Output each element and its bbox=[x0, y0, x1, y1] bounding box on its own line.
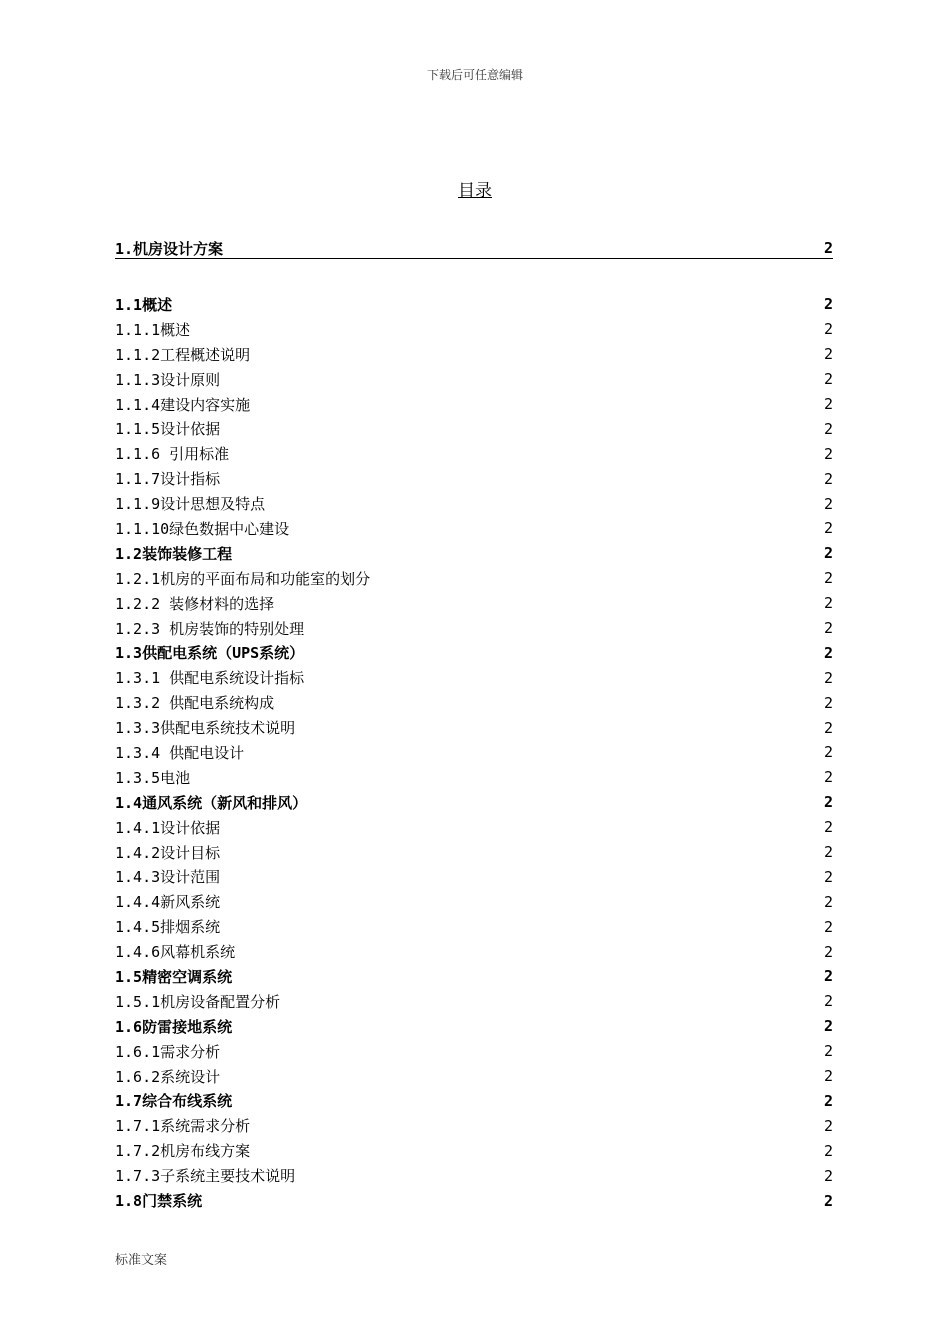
toc-entry-title: 1.1.9设计思想及特点 bbox=[115, 495, 266, 514]
toc-entry-page: 2 bbox=[823, 419, 833, 438]
toc-entry-page: 2 bbox=[823, 668, 833, 687]
toc-entry-page: 2 bbox=[823, 1042, 833, 1061]
toc-entry-page: 2 bbox=[823, 519, 833, 538]
toc-entry[interactable] bbox=[115, 292, 833, 317]
toc-entry-page: 2 bbox=[823, 768, 833, 787]
toc-entry[interactable] bbox=[115, 392, 833, 417]
toc-entry-title: 1.1.10绿色数据中心建设 bbox=[115, 519, 290, 538]
toc-entry-page: 2 bbox=[823, 320, 833, 339]
toc-entry-title: 1.5精密空调系统 bbox=[115, 967, 233, 986]
toc-entry-title: 1.7.3子系统主要技术说明 bbox=[115, 1167, 296, 1186]
toc-entry-title: 1.1概述 bbox=[115, 295, 173, 314]
toc-entry[interactable] bbox=[115, 441, 833, 466]
toc-entry-title: 1.3.1 供配电系统设计指标 bbox=[115, 669, 305, 688]
toc-entry-page: 2 bbox=[823, 743, 833, 762]
toc-entry-page: 2 bbox=[823, 295, 833, 314]
footer-note: 标准文案 bbox=[115, 1253, 168, 1268]
toc-entry-title: 1.4通风系统（新风和排风） bbox=[115, 793, 308, 812]
toc-entry-title: 1.3.3供配电系统技术说明 bbox=[115, 719, 296, 738]
toc-entry[interactable] bbox=[115, 665, 833, 690]
toc-entry[interactable] bbox=[115, 1138, 833, 1163]
toc-entry-page: 2 bbox=[823, 1116, 833, 1135]
toc-entry-title: 1.4.4新风系统 bbox=[115, 893, 221, 912]
toc-entry-page: 2 bbox=[823, 395, 833, 413]
toc-entry-title: 1.6防雷接地系统 bbox=[115, 1017, 233, 1036]
toc-entry-page: 2 bbox=[823, 867, 833, 886]
toc-entry-page: 2 bbox=[823, 345, 833, 364]
toc-entry-title: 1.7.1系统需求分析 bbox=[115, 1117, 251, 1136]
toc-entry-page: 2 bbox=[823, 370, 833, 389]
toc-entry-title: 1.4.1设计依据 bbox=[115, 818, 221, 837]
toc-entry-title: 1.1.5设计依据 bbox=[115, 420, 221, 439]
toc-entry[interactable] bbox=[115, 640, 833, 665]
toc-entry-title: 1.3供配电系统（UPS系统） bbox=[115, 644, 305, 663]
toc-entry-title: 1.4.5排烟系统 bbox=[115, 918, 221, 937]
toc-entry-title: 1.8门禁系统 bbox=[115, 1192, 203, 1210]
toc-entry-page: 2 bbox=[823, 1091, 833, 1110]
toc-entry-page: 2 bbox=[823, 643, 833, 662]
toc-entry[interactable] bbox=[115, 1089, 833, 1114]
toc-entry[interactable] bbox=[115, 864, 833, 889]
toc-entry[interactable] bbox=[115, 715, 833, 740]
toc-entry-page: 2 bbox=[823, 693, 833, 712]
toc-entry-title: 1.4.6风幕机系统 bbox=[115, 943, 236, 962]
toc-entry-title: 1.1.7设计指标 bbox=[115, 470, 221, 489]
toc-entry-page: 2 bbox=[823, 1017, 833, 1036]
toc-entry[interactable] bbox=[115, 964, 833, 989]
toc-entry-page: 2 bbox=[823, 818, 833, 837]
toc-entry-title: 1.1.6 引用标准 bbox=[115, 445, 230, 464]
toc-entry-page: 2 bbox=[823, 843, 833, 862]
toc-entry-page: 2 bbox=[823, 967, 833, 986]
toc-entry-page: 2 bbox=[823, 619, 833, 638]
toc-entry-page: 2 bbox=[823, 1191, 833, 1210]
toc-entry[interactable] bbox=[115, 790, 833, 815]
toc-entry[interactable] bbox=[115, 317, 833, 342]
toc-entry[interactable] bbox=[115, 616, 833, 641]
toc-entry[interactable] bbox=[115, 1188, 833, 1213]
toc-entry-title: 1.3.5电池 bbox=[115, 768, 191, 787]
toc-entry[interactable] bbox=[115, 416, 833, 441]
toc-entry-title: 1.4.2设计目标 bbox=[115, 843, 221, 862]
toc-entry[interactable] bbox=[115, 1014, 833, 1039]
toc-entry-page: 2 bbox=[823, 444, 833, 463]
toc-entry[interactable] bbox=[115, 516, 833, 541]
toc-entry-page: 2 bbox=[823, 992, 833, 1011]
toc-entry[interactable] bbox=[115, 1113, 833, 1138]
toc-entry[interactable] bbox=[115, 840, 833, 865]
toc-entry-title: 1.3.4 供配电设计 bbox=[115, 743, 245, 762]
header-note: 下载后可任意编辑 bbox=[426, 68, 523, 82]
toc-entry[interactable] bbox=[115, 466, 833, 491]
toc-title: 目录 bbox=[458, 181, 492, 201]
toc-entry-title: 1.5.1机房设备配置分析 bbox=[115, 992, 281, 1011]
toc-entry-title: 1.1.4建设内容实施 bbox=[115, 395, 251, 414]
toc-entry-title: 1.1.3设计原则 bbox=[115, 370, 221, 389]
toc-entry[interactable] bbox=[115, 690, 833, 715]
toc-entry[interactable] bbox=[115, 367, 833, 392]
toc-entry-title: 1.2.1机房的平面布局和功能室的划分 bbox=[115, 569, 371, 588]
toc-entry[interactable] bbox=[115, 1039, 833, 1064]
toc-entry-page: 2 bbox=[823, 544, 833, 563]
toc-entry-title: 1.1.2工程概述说明 bbox=[115, 345, 251, 364]
toc-entry-title: 1.7综合布线系统 bbox=[115, 1092, 233, 1111]
toc-entry-title: 1.4.3设计范围 bbox=[115, 868, 221, 887]
toc-entry-page: 2 bbox=[823, 469, 833, 488]
toc-entry-page: 2 bbox=[823, 569, 833, 588]
toc-entry[interactable] bbox=[115, 1064, 833, 1089]
toc-entry[interactable] bbox=[115, 238, 833, 259]
toc-entry[interactable] bbox=[115, 342, 833, 367]
toc-entry-title: 1.2.2 装修材料的选择 bbox=[115, 594, 275, 613]
toc-entry-title: 1.2装饰装修工程 bbox=[115, 544, 233, 563]
toc-entry-page: 2 bbox=[823, 239, 833, 257]
toc-entry[interactable] bbox=[115, 591, 833, 616]
toc-entry-title: 1.6.2系统设计 bbox=[115, 1067, 221, 1086]
toc-entry[interactable] bbox=[115, 491, 833, 516]
toc-entry-title: 1.机房设计方案 bbox=[115, 239, 224, 258]
toc-entry-page: 2 bbox=[823, 793, 833, 812]
toc-entry-title: 1.3.2 供配电系统构成 bbox=[115, 694, 275, 713]
toc-entry-title: 1.2.3 机房装饰的特别处理 bbox=[115, 619, 305, 638]
toc-entry[interactable] bbox=[115, 889, 833, 914]
toc-entry[interactable] bbox=[115, 815, 833, 840]
toc-entry-page: 2 bbox=[823, 494, 833, 513]
toc-entry-page: 2 bbox=[823, 718, 833, 737]
toc-entry[interactable] bbox=[115, 765, 833, 790]
toc-entry-page: 2 bbox=[823, 594, 833, 613]
toc-entry-page: 2 bbox=[823, 1141, 833, 1160]
toc-entry[interactable] bbox=[115, 939, 833, 964]
toc-entry-page: 2 bbox=[823, 1166, 833, 1185]
toc-entry-page: 2 bbox=[823, 892, 833, 911]
toc-entry-page: 2 bbox=[823, 1067, 833, 1086]
toc-entry-title: 1.7.2机房布线方案 bbox=[115, 1142, 251, 1161]
toc-entry[interactable] bbox=[115, 1163, 833, 1188]
toc-entry-page: 2 bbox=[823, 942, 833, 961]
toc-entry[interactable] bbox=[115, 740, 833, 765]
toc-entry-title: 1.6.1需求分析 bbox=[115, 1042, 221, 1061]
toc-entry[interactable] bbox=[115, 989, 833, 1014]
toc-entry[interactable] bbox=[115, 541, 833, 566]
table-of-contents bbox=[115, 238, 833, 1213]
toc-entry-page: 2 bbox=[823, 917, 833, 936]
toc-entry[interactable] bbox=[115, 914, 833, 939]
toc-entry-title: 1.1.1概述 bbox=[115, 320, 191, 339]
toc-entry[interactable] bbox=[115, 566, 833, 591]
